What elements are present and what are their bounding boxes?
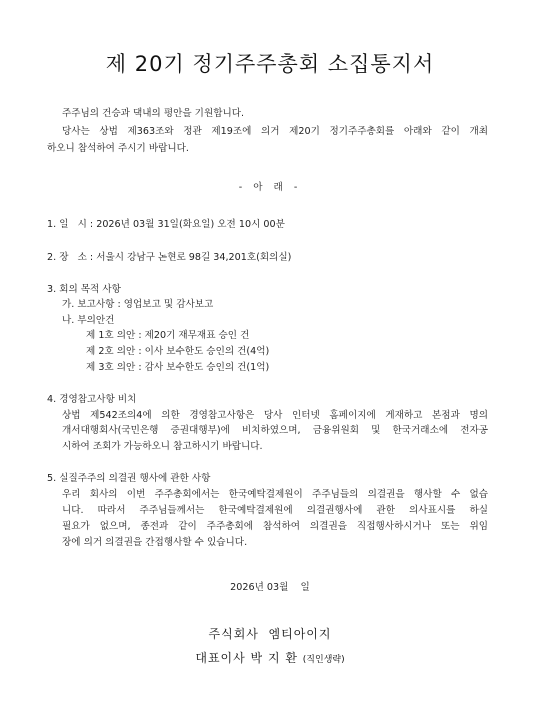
voting-heading: 5. 실질주주의 의결권 행사에 관한 사항 xyxy=(47,473,211,484)
agenda-item-3: 제 3호 의안 : 감사 보수한도 승인의 건(1억) xyxy=(86,362,270,373)
voting-line-1: 우리 회사의 이번 주주총회에서는 한국예탁결제원이 주주님들의 의결권을 행사할 수 없습 xyxy=(62,489,488,500)
voting-line-2: 니다. 따라서 주주님들께서는 한국예탁결제원에 의결권행사에 관한 의사표시를 하실 xyxy=(62,505,488,516)
below-marker: - 아 래 - xyxy=(238,182,302,193)
report-items: 가. 보고사항 : 영업보고 및 감사보고 xyxy=(62,299,214,310)
ceo-label: 대표이사 박 지 환 xyxy=(195,651,298,665)
agenda-heading: 3. 회의 목적 사항 xyxy=(47,284,121,295)
reference-heading: 4. 경영참고사항 비치 xyxy=(47,394,137,405)
intro-line-2: 하오니 참석하여 주시기 바랍니다. xyxy=(47,143,189,154)
reference-line-3: 시하여 조회가 가능하오니 참고하시기 바랍니다. xyxy=(62,441,263,452)
document-title: 제 20기 정기주주총회 소집통지서 xyxy=(105,52,435,76)
voting-line-4: 장에 의거 의결권을 간접행사할 수 있습니다. xyxy=(62,537,248,548)
reference-line-1: 상법 제542조의4에 의한 경영참고사항은 당사 인터넷 홈페이지에 게재하고 본점과 명의 xyxy=(62,410,488,421)
notice-date: 2026년 03월 일 xyxy=(230,582,310,593)
resolution-heading: 나. 부의안건 xyxy=(62,315,115,326)
agenda-item-1: 제 1호 의안 : 제20기 재무재표 승인 건 xyxy=(86,330,250,341)
voting-line-3: 필요가 없으며, 종전과 같이 주주총회에 참석하여 의결권을 직접행사하시거나 또는 위임 xyxy=(62,521,488,532)
meeting-location: 2. 장 소 : 서울시 강남구 논현로 98길 34,201호(회의실) xyxy=(47,252,292,263)
ceo-signature xyxy=(0,649,540,666)
reference-line-2: 개서대행회사(국민은행 증권대행부)에 비치하였으며, 금융위원회 및 한국거래소에 전자공 xyxy=(62,425,488,436)
meeting-datetime: 1. 일 시 : 2026년 03월 31일(화요일) 오전 10시 00분 xyxy=(47,219,285,230)
intro-line-1: 당사는 상법 제363조와 정관 제19조에 의거 제20기 정기주주총회를 아래와 같이 개최 xyxy=(62,126,488,137)
agenda-item-2: 제 2호 의안 : 이사 보수한도 승인의 건(4억) xyxy=(86,346,270,357)
greeting-text: 주주님의 건승과 댁내의 평안을 기원합니다. xyxy=(62,108,245,119)
company-name: 주식회사 엠티아이지 xyxy=(208,627,332,641)
seal-omitted-note: (직인생략) xyxy=(302,655,345,665)
